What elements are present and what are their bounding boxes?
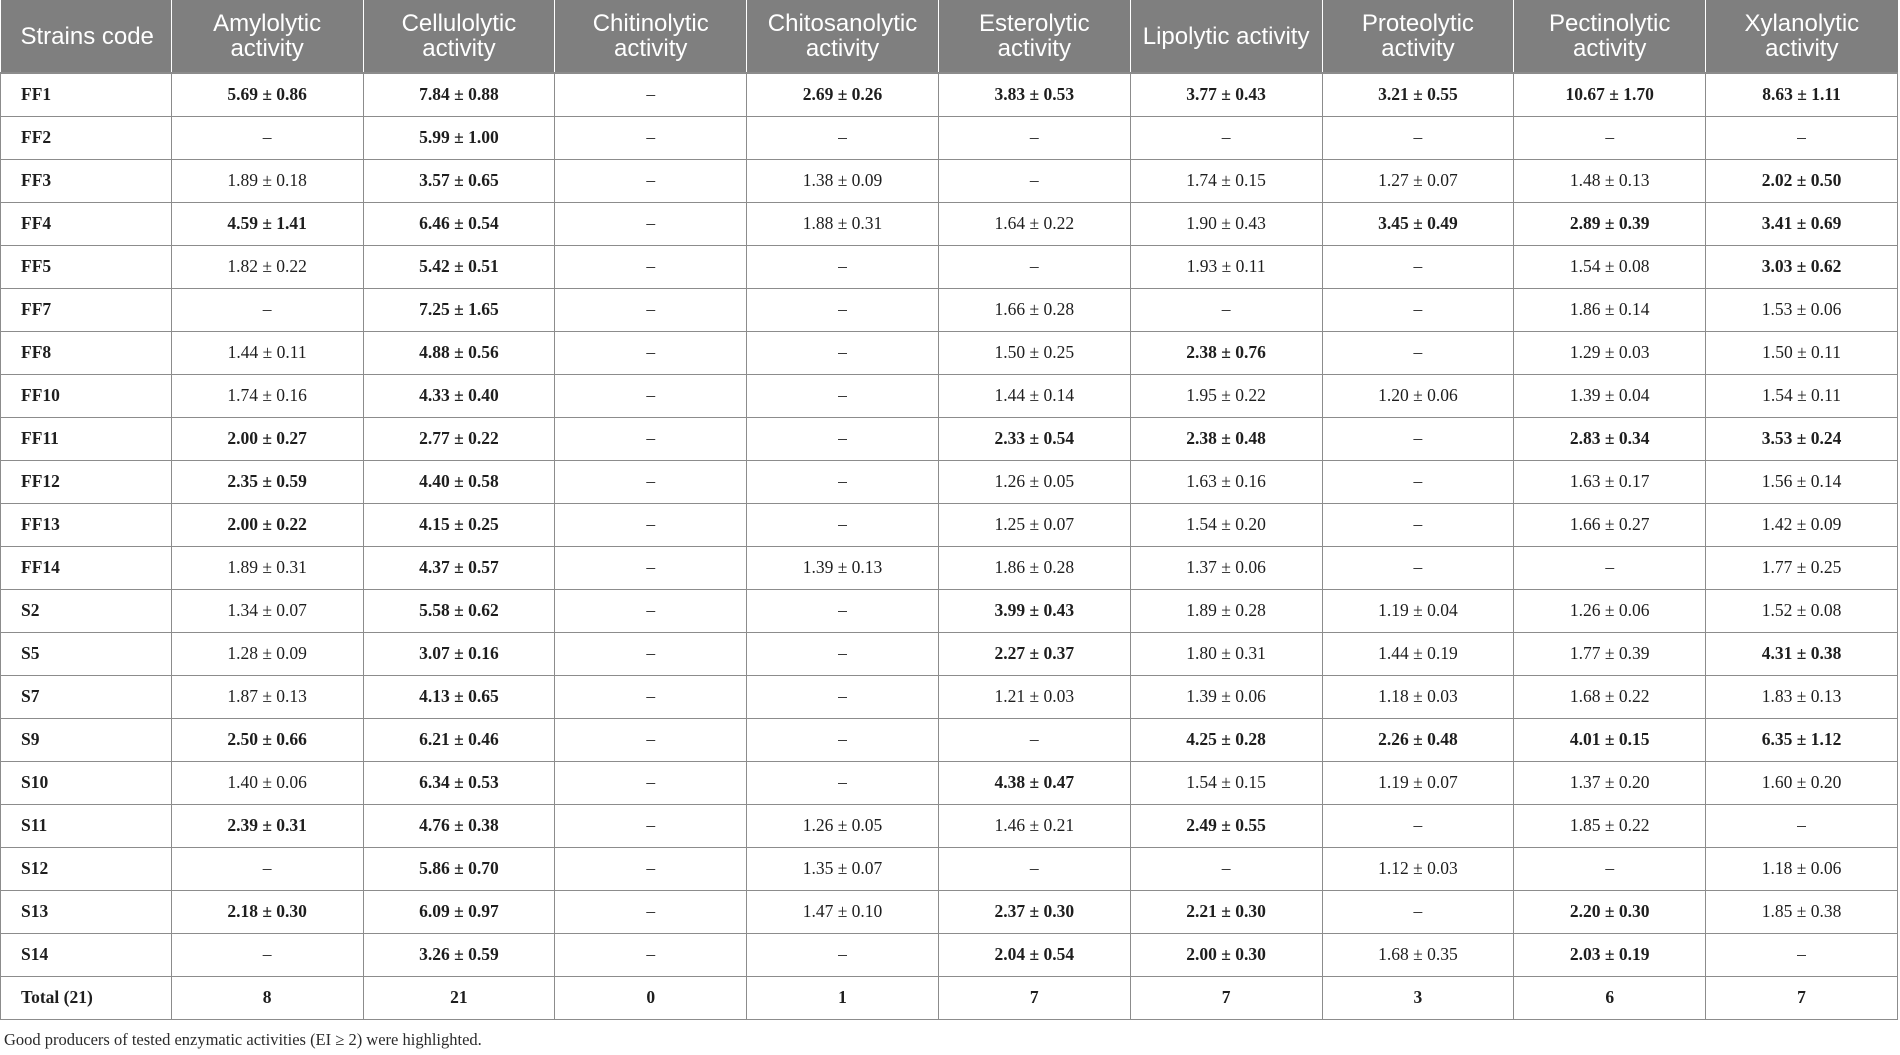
activity-cell: 1.28 ± 0.09: [171, 632, 363, 675]
activity-cell: 3.41 ± 0.69: [1706, 202, 1898, 245]
total-count-cell: 7: [938, 976, 1130, 1019]
activity-cell: 4.37 ± 0.57: [363, 546, 555, 589]
activity-cell: 3.83 ± 0.53: [938, 73, 1130, 116]
activity-cell: 1.27 ± 0.07: [1322, 159, 1514, 202]
activity-cell: 3.26 ± 0.59: [363, 933, 555, 976]
activity-cell: 7.84 ± 0.88: [363, 73, 555, 116]
activity-cell: 2.03 ± 0.19: [1514, 933, 1706, 976]
activity-cell: –: [747, 589, 939, 632]
activity-cell: 4.76 ± 0.38: [363, 804, 555, 847]
activity-cell: 6.35 ± 1.12: [1706, 718, 1898, 761]
activity-cell: 1.95 ± 0.22: [1130, 374, 1322, 417]
activity-cell: –: [555, 374, 747, 417]
table-row: [1, 933, 1898, 976]
activity-cell: 2.02 ± 0.50: [1706, 159, 1898, 202]
activity-cell: 2.83 ± 0.34: [1514, 417, 1706, 460]
activity-cell: –: [555, 761, 747, 804]
activity-cell: 2.37 ± 0.30: [938, 890, 1130, 933]
activity-cell: 1.86 ± 0.14: [1514, 288, 1706, 331]
activity-cell: –: [171, 933, 363, 976]
activity-cell: –: [747, 632, 939, 675]
activity-cell: 4.13 ± 0.65: [363, 675, 555, 718]
activity-cell: 1.89 ± 0.31: [171, 546, 363, 589]
activity-cell: 1.21 ± 0.03: [938, 675, 1130, 718]
activity-cell: –: [555, 159, 747, 202]
activity-cell: 3.53 ± 0.24: [1706, 417, 1898, 460]
strain-code-cell: S10: [1, 761, 172, 804]
activity-cell: –: [747, 374, 939, 417]
strain-code-cell: FF5: [1, 245, 172, 288]
activity-cell: 1.80 ± 0.31: [1130, 632, 1322, 675]
activity-cell: 1.74 ± 0.16: [171, 374, 363, 417]
activity-cell: 3.07 ± 0.16: [363, 632, 555, 675]
activity-cell: 4.01 ± 0.15: [1514, 718, 1706, 761]
activity-cell: –: [555, 417, 747, 460]
table-row: [1, 804, 1898, 847]
strain-code-cell: FF10: [1, 374, 172, 417]
activity-cell: –: [747, 331, 939, 374]
activity-cell: 1.88 ± 0.31: [747, 202, 939, 245]
activity-cell: 6.34 ± 0.53: [363, 761, 555, 804]
table-row: [1, 331, 1898, 374]
activity-cell: –: [555, 718, 747, 761]
activity-cell: 5.42 ± 0.51: [363, 245, 555, 288]
table-row: [1, 116, 1898, 159]
activity-cell: –: [747, 503, 939, 546]
activity-cell: 1.54 ± 0.08: [1514, 245, 1706, 288]
total-count-cell: 8: [171, 976, 363, 1019]
header-lipolytic: Lipolytic activity: [1130, 0, 1322, 73]
header-esterolytic: Esterolytic activity: [938, 0, 1130, 73]
activity-cell: 1.68 ± 0.22: [1514, 675, 1706, 718]
activity-cell: 1.46 ± 0.21: [938, 804, 1130, 847]
table-row: [1, 546, 1898, 589]
activity-cell: –: [555, 288, 747, 331]
activity-cell: –: [555, 503, 747, 546]
activity-cell: –: [1514, 116, 1706, 159]
activity-cell: –: [1130, 288, 1322, 331]
table-row: [1, 73, 1898, 116]
activity-cell: 5.99 ± 1.00: [363, 116, 555, 159]
activity-cell: 5.69 ± 0.86: [171, 73, 363, 116]
activity-cell: 1.89 ± 0.18: [171, 159, 363, 202]
activity-cell: 1.39 ± 0.13: [747, 546, 939, 589]
activity-cell: –: [1322, 503, 1514, 546]
total-count-cell: 6: [1514, 976, 1706, 1019]
strain-code-cell: S7: [1, 675, 172, 718]
total-count-cell: 7: [1130, 976, 1322, 1019]
table-row: [1, 460, 1898, 503]
activity-cell: –: [1514, 546, 1706, 589]
table-row: [1, 159, 1898, 202]
activity-cell: 4.33 ± 0.40: [363, 374, 555, 417]
activity-cell: –: [1706, 116, 1898, 159]
strain-code-cell: S2: [1, 589, 172, 632]
activity-cell: –: [938, 159, 1130, 202]
activity-cell: 1.85 ± 0.22: [1514, 804, 1706, 847]
activity-cell: –: [555, 116, 747, 159]
activity-cell: –: [1130, 116, 1322, 159]
strain-code-cell: FF8: [1, 331, 172, 374]
strain-code-cell: S14: [1, 933, 172, 976]
activity-cell: 1.37 ± 0.06: [1130, 546, 1322, 589]
activity-cell: 1.63 ± 0.16: [1130, 460, 1322, 503]
strain-code-cell: S5: [1, 632, 172, 675]
header-proteolytic: Proteolytic activity: [1322, 0, 1514, 73]
activity-cell: 1.82 ± 0.22: [171, 245, 363, 288]
table-row: [1, 245, 1898, 288]
activity-cell: –: [747, 933, 939, 976]
activity-cell: –: [555, 804, 747, 847]
activity-cell: 1.34 ± 0.07: [171, 589, 363, 632]
strain-code-cell: FF13: [1, 503, 172, 546]
activity-cell: 1.40 ± 0.06: [171, 761, 363, 804]
activity-cell: 1.47 ± 0.10: [747, 890, 939, 933]
activity-cell: –: [747, 460, 939, 503]
activity-cell: 2.21 ± 0.30: [1130, 890, 1322, 933]
activity-cell: 2.89 ± 0.39: [1514, 202, 1706, 245]
activity-cell: 6.21 ± 0.46: [363, 718, 555, 761]
activity-cell: 3.03 ± 0.62: [1706, 245, 1898, 288]
activity-cell: 1.90 ± 0.43: [1130, 202, 1322, 245]
activity-cell: –: [1322, 288, 1514, 331]
table-row: [1, 288, 1898, 331]
activity-cell: –: [747, 288, 939, 331]
activity-cell: 5.58 ± 0.62: [363, 589, 555, 632]
activity-cell: –: [1322, 116, 1514, 159]
strain-code-cell: FF2: [1, 116, 172, 159]
activity-cell: 1.68 ± 0.35: [1322, 933, 1514, 976]
activity-cell: 2.26 ± 0.48: [1322, 718, 1514, 761]
activity-cell: 6.09 ± 0.97: [363, 890, 555, 933]
table-row: [1, 632, 1898, 675]
activity-cell: 10.67 ± 1.70: [1514, 73, 1706, 116]
header-cellulolytic: Cellulolytic activity: [363, 0, 555, 73]
strain-code-cell: S9: [1, 718, 172, 761]
activity-cell: 2.38 ± 0.76: [1130, 331, 1322, 374]
header-chitinolytic: Chitinolytic activity: [555, 0, 747, 73]
activity-cell: 2.38 ± 0.48: [1130, 417, 1322, 460]
activity-cell: 1.37 ± 0.20: [1514, 761, 1706, 804]
activity-cell: 3.21 ± 0.55: [1322, 73, 1514, 116]
activity-cell: 3.45 ± 0.49: [1322, 202, 1514, 245]
activity-cell: 1.20 ± 0.06: [1322, 374, 1514, 417]
activity-cell: 5.86 ± 0.70: [363, 847, 555, 890]
activity-cell: –: [938, 116, 1130, 159]
activity-cell: 1.39 ± 0.04: [1514, 374, 1706, 417]
activity-cell: 2.00 ± 0.30: [1130, 933, 1322, 976]
activity-cell: 2.69 ± 0.26: [747, 73, 939, 116]
activity-cell: 1.63 ± 0.17: [1514, 460, 1706, 503]
activity-cell: 1.26 ± 0.05: [938, 460, 1130, 503]
activity-cell: –: [747, 718, 939, 761]
strain-code-cell: FF4: [1, 202, 172, 245]
activity-cell: 1.86 ± 0.28: [938, 546, 1130, 589]
activity-cell: 3.77 ± 0.43: [1130, 73, 1322, 116]
activity-cell: –: [1706, 933, 1898, 976]
activity-cell: 2.50 ± 0.66: [171, 718, 363, 761]
activity-cell: –: [747, 245, 939, 288]
total-count-cell: 0: [555, 976, 747, 1019]
activity-cell: 1.38 ± 0.09: [747, 159, 939, 202]
strain-code-cell: FF11: [1, 417, 172, 460]
activity-cell: 3.57 ± 0.65: [363, 159, 555, 202]
activity-cell: 4.88 ± 0.56: [363, 331, 555, 374]
table-row: [1, 718, 1898, 761]
activity-cell: –: [555, 890, 747, 933]
table-row: [1, 417, 1898, 460]
table-row: [1, 503, 1898, 546]
table-row: [1, 202, 1898, 245]
activity-cell: 2.33 ± 0.54: [938, 417, 1130, 460]
activity-cell: –: [1514, 847, 1706, 890]
activity-cell: 1.54 ± 0.11: [1706, 374, 1898, 417]
activity-cell: –: [555, 202, 747, 245]
activity-cell: 1.18 ± 0.06: [1706, 847, 1898, 890]
activity-cell: –: [1322, 804, 1514, 847]
activity-cell: –: [555, 460, 747, 503]
strain-code-cell: FF3: [1, 159, 172, 202]
table-footnote: Good producers of tested enzymatic activities (EI ≥ 2) were highlighted.: [4, 1030, 482, 1049]
activity-cell: –: [555, 331, 747, 374]
table-row: [1, 761, 1898, 804]
strain-code-cell: S12: [1, 847, 172, 890]
strain-code-cell: FF1: [1, 73, 172, 116]
activity-cell: 1.85 ± 0.38: [1706, 890, 1898, 933]
activity-cell: 1.66 ± 0.28: [938, 288, 1130, 331]
total-count-cell: 3: [1322, 976, 1514, 1019]
activity-cell: 1.44 ± 0.11: [171, 331, 363, 374]
activity-cell: 2.00 ± 0.22: [171, 503, 363, 546]
activity-cell: –: [555, 933, 747, 976]
activity-cell: –: [555, 73, 747, 116]
activity-cell: –: [938, 847, 1130, 890]
activity-cell: 2.18 ± 0.30: [171, 890, 363, 933]
activity-cell: –: [171, 116, 363, 159]
activity-cell: 4.38 ± 0.47: [938, 761, 1130, 804]
activity-cell: 1.89 ± 0.28: [1130, 589, 1322, 632]
activity-cell: –: [747, 417, 939, 460]
table-row: [1, 890, 1898, 933]
activity-cell: 1.74 ± 0.15: [1130, 159, 1322, 202]
activity-cell: 1.12 ± 0.03: [1322, 847, 1514, 890]
activity-cell: 8.63 ± 1.11: [1706, 73, 1898, 116]
activity-cell: 1.54 ± 0.15: [1130, 761, 1322, 804]
activity-cell: –: [171, 288, 363, 331]
activity-cell: 1.44 ± 0.19: [1322, 632, 1514, 675]
table-row: [1, 589, 1898, 632]
activity-cell: 1.93 ± 0.11: [1130, 245, 1322, 288]
activity-cell: –: [555, 675, 747, 718]
activity-cell: 1.60 ± 0.20: [1706, 761, 1898, 804]
activity-cell: 1.48 ± 0.13: [1514, 159, 1706, 202]
total-row: [1, 976, 1898, 1019]
activity-cell: 1.26 ± 0.06: [1514, 589, 1706, 632]
activity-cell: –: [1322, 460, 1514, 503]
activity-cell: 1.54 ± 0.20: [1130, 503, 1322, 546]
activity-cell: 1.56 ± 0.14: [1706, 460, 1898, 503]
activity-cell: –: [938, 718, 1130, 761]
activity-cell: –: [1130, 847, 1322, 890]
activity-cell: 2.27 ± 0.37: [938, 632, 1130, 675]
strain-code-cell: FF14: [1, 546, 172, 589]
activity-cell: 4.25 ± 0.28: [1130, 718, 1322, 761]
activity-cell: 1.64 ± 0.22: [938, 202, 1130, 245]
activity-cell: 1.87 ± 0.13: [171, 675, 363, 718]
strain-code-cell: S11: [1, 804, 172, 847]
activity-cell: 4.15 ± 0.25: [363, 503, 555, 546]
activity-cell: –: [555, 847, 747, 890]
activity-cell: –: [171, 847, 363, 890]
table-header: [1, 0, 1898, 73]
activity-cell: 1.83 ± 0.13: [1706, 675, 1898, 718]
strain-code-cell: FF12: [1, 460, 172, 503]
activity-cell: 1.18 ± 0.03: [1322, 675, 1514, 718]
total-count-cell: 7: [1706, 976, 1898, 1019]
activity-cell: 1.19 ± 0.04: [1322, 589, 1514, 632]
activity-cell: 1.77 ± 0.39: [1514, 632, 1706, 675]
activity-cell: 1.44 ± 0.14: [938, 374, 1130, 417]
activity-cell: 1.42 ± 0.09: [1706, 503, 1898, 546]
activity-cell: 4.59 ± 1.41: [171, 202, 363, 245]
activity-cell: 2.49 ± 0.55: [1130, 804, 1322, 847]
activity-cell: –: [747, 761, 939, 804]
activity-cell: –: [1322, 890, 1514, 933]
activity-cell: –: [938, 245, 1130, 288]
activity-cell: 2.39 ± 0.31: [171, 804, 363, 847]
table-body: [1, 73, 1898, 1019]
strain-code-cell: S13: [1, 890, 172, 933]
table-row: [1, 675, 1898, 718]
activity-cell: 2.20 ± 0.30: [1514, 890, 1706, 933]
activity-cell: –: [555, 589, 747, 632]
strain-code-cell: FF7: [1, 288, 172, 331]
activity-cell: 1.26 ± 0.05: [747, 804, 939, 847]
activity-cell: 1.50 ± 0.25: [938, 331, 1130, 374]
activity-cell: –: [555, 546, 747, 589]
activity-cell: 1.25 ± 0.07: [938, 503, 1130, 546]
activity-cell: 4.40 ± 0.58: [363, 460, 555, 503]
table-row: [1, 374, 1898, 417]
activity-cell: 1.50 ± 0.11: [1706, 331, 1898, 374]
activity-cell: –: [1322, 417, 1514, 460]
activity-cell: 1.39 ± 0.06: [1130, 675, 1322, 718]
activity-cell: –: [1706, 804, 1898, 847]
activity-cell: 2.35 ± 0.59: [171, 460, 363, 503]
table-row: [1, 847, 1898, 890]
header-amylolytic: Amylolytic activity: [171, 0, 363, 73]
activity-cell: 7.25 ± 1.65: [363, 288, 555, 331]
header-xylanolytic: Xylanolytic activity: [1706, 0, 1898, 73]
header-chitosanolytic: Chitosanolytic activity: [747, 0, 939, 73]
activity-cell: 1.77 ± 0.25: [1706, 546, 1898, 589]
activity-cell: 1.52 ± 0.08: [1706, 589, 1898, 632]
total-label-cell: Total (21): [1, 976, 172, 1019]
activity-cell: 6.46 ± 0.54: [363, 202, 555, 245]
header-pectinolytic: Pectinolytic activity: [1514, 0, 1706, 73]
activity-cell: 4.31 ± 0.38: [1706, 632, 1898, 675]
header-row: [1, 0, 1898, 73]
activity-cell: –: [747, 675, 939, 718]
header-strains-code: Strains code: [1, 0, 172, 73]
activity-cell: –: [555, 632, 747, 675]
activity-cell: 1.29 ± 0.03: [1514, 331, 1706, 374]
activity-cell: 2.04 ± 0.54: [938, 933, 1130, 976]
activity-cell: –: [1322, 546, 1514, 589]
activity-cell: 2.00 ± 0.27: [171, 417, 363, 460]
activity-cell: 1.19 ± 0.07: [1322, 761, 1514, 804]
activity-cell: –: [747, 116, 939, 159]
activity-cell: –: [555, 245, 747, 288]
activity-cell: 3.99 ± 0.43: [938, 589, 1130, 632]
activity-cell: –: [1322, 245, 1514, 288]
activity-cell: –: [1322, 331, 1514, 374]
total-count-cell: 1: [747, 976, 939, 1019]
total-count-cell: 21: [363, 976, 555, 1019]
activity-cell: 1.53 ± 0.06: [1706, 288, 1898, 331]
activity-cell: 2.77 ± 0.22: [363, 417, 555, 460]
activity-cell: 1.66 ± 0.27: [1514, 503, 1706, 546]
activity-cell: 1.35 ± 0.07: [747, 847, 939, 890]
